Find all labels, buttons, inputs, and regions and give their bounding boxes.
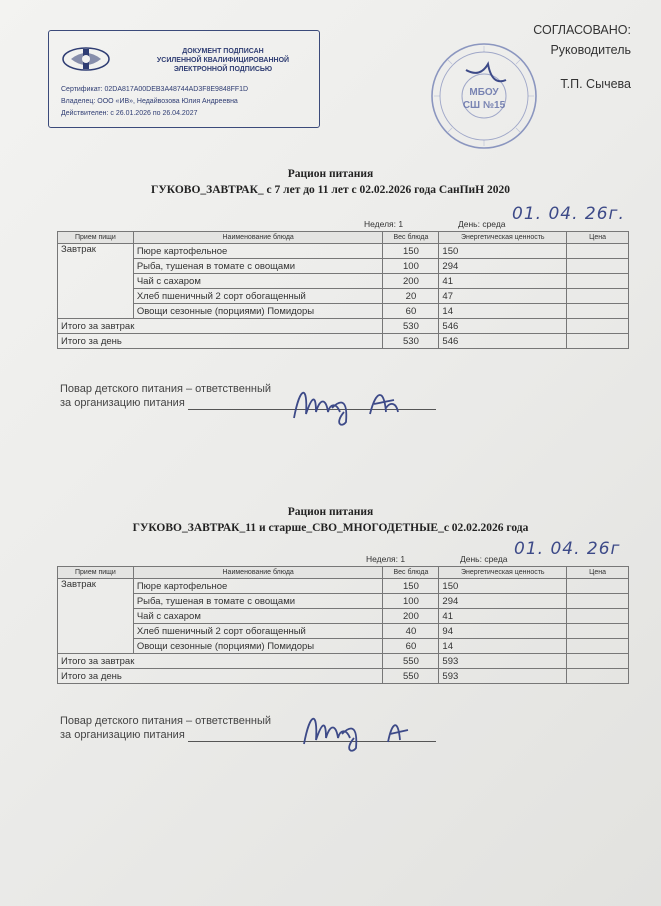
dish-cell: Чай с сахаром bbox=[133, 609, 383, 624]
handwritten-signature-icon bbox=[296, 704, 426, 754]
total-label: Итого за завтрак bbox=[58, 654, 383, 669]
stamp-details bbox=[61, 84, 248, 120]
dish-cell: Хлеб пшеничный 2 сорт обогащенный bbox=[133, 624, 383, 639]
dish-cell: Пюре картофельное bbox=[133, 579, 383, 594]
cook-line-1: Повар детского питания – ответственный bbox=[60, 715, 272, 727]
dish-cell: Хлеб пшеничный 2 сорт обогащенный bbox=[133, 289, 383, 304]
weight-cell: 200 bbox=[383, 609, 439, 624]
menu-subtitle: ГУКОВО_ЗАВТРАК_ с 7 лет до 11 лет с 02.02.2026 года СанПиН 2020 bbox=[151, 184, 510, 196]
total-energy: 546 bbox=[439, 319, 567, 334]
weight-cell: 60 bbox=[383, 639, 439, 654]
approval-position: Руководитель bbox=[550, 43, 631, 57]
week-label: Неделя: 1 bbox=[364, 219, 404, 229]
total-label: Итого за день bbox=[58, 334, 383, 349]
handwritten-date: 01. 04. 26г bbox=[514, 539, 621, 559]
weight-cell: 60 bbox=[383, 304, 439, 319]
emblem-logo-icon bbox=[61, 45, 111, 73]
price-cell bbox=[567, 624, 629, 639]
menu-subtitle: ГУКОВО_ЗАВТРАК_11 и старше_СВО_МНОГОДЕТНЫЕ_с 02.02.2026 года bbox=[132, 522, 529, 534]
energy-cell: 294 bbox=[439, 594, 567, 609]
certificate-number: Сертификат: 02DA817A00DEB3A48744AD3F8E9848FF1D bbox=[61, 86, 249, 93]
day-label: День: среда bbox=[458, 219, 506, 229]
menu-table bbox=[57, 231, 629, 349]
approval-block bbox=[533, 20, 631, 94]
handwritten-signature-icon bbox=[286, 378, 416, 428]
handwritten-date: 01. 04. 26г. bbox=[512, 204, 625, 224]
dish-cell: Овощи сезонные (порциями) Помидоры bbox=[133, 639, 383, 654]
total-weight: 550 bbox=[383, 654, 439, 669]
round-seal-icon bbox=[428, 40, 540, 152]
energy-cell: 150 bbox=[439, 244, 567, 259]
total-day-row bbox=[58, 669, 629, 684]
menu-heading: Рацион питания bbox=[287, 506, 374, 518]
table-row bbox=[58, 304, 629, 319]
price-cell bbox=[567, 639, 629, 654]
weight-cell: 20 bbox=[383, 289, 439, 304]
dish-cell: Рыба, тушеная в томате с овощами bbox=[133, 594, 383, 609]
column-header: Прием пищи bbox=[58, 567, 134, 579]
stamp-heading-line: УСИЛЕННОЙ КВАЛИФИЦИРОВАННОЙ bbox=[156, 57, 290, 64]
seal-center-text: МБОУ bbox=[469, 87, 499, 98]
approval-name: Т.П. Сычева bbox=[560, 77, 631, 91]
column-header: Энергетическая ценность bbox=[439, 567, 567, 579]
price-cell bbox=[567, 609, 629, 624]
price-cell bbox=[567, 259, 629, 274]
total-weight: 530 bbox=[383, 319, 439, 334]
energy-cell: 47 bbox=[439, 289, 567, 304]
column-header: Энергетическая ценность bbox=[439, 232, 567, 244]
price-cell bbox=[567, 304, 629, 319]
weight-cell: 200 bbox=[383, 274, 439, 289]
table-header-row bbox=[58, 232, 629, 244]
weight-cell: 40 bbox=[383, 624, 439, 639]
column-header: Прием пищи bbox=[58, 232, 134, 244]
price-cell bbox=[567, 669, 629, 684]
price-cell bbox=[567, 594, 629, 609]
total-energy: 546 bbox=[439, 334, 567, 349]
approval-label: СОГЛАСОВАНО: bbox=[533, 23, 631, 37]
table-row bbox=[58, 579, 629, 594]
dish-cell: Чай с сахаром bbox=[133, 274, 383, 289]
table-row bbox=[58, 274, 629, 289]
week-label: Неделя: 1 bbox=[366, 554, 406, 564]
menu-heading: Рацион питания bbox=[287, 168, 374, 180]
table-row bbox=[58, 244, 629, 259]
dish-cell: Пюре картофельное bbox=[133, 244, 383, 259]
certificate-owner: Владелец: ООО «ИВ», Недайвозова Юлия Андреевна bbox=[61, 98, 238, 105]
column-header: Цена bbox=[567, 567, 629, 579]
table-header-row bbox=[58, 567, 629, 579]
cook-line-1: Повар детского питания – ответственный bbox=[60, 383, 272, 395]
column-header: Вес блюда bbox=[383, 232, 439, 244]
stamp-heading-line: ЭЛЕКТРОННОЙ ПОДПИСЬЮ bbox=[173, 66, 273, 73]
total-label: Итого за завтрак bbox=[58, 319, 383, 334]
table-row bbox=[58, 609, 629, 624]
table-row bbox=[58, 259, 629, 274]
dish-cell: Рыба, тушеная в томате с овощами bbox=[133, 259, 383, 274]
energy-cell: 14 bbox=[439, 639, 567, 654]
energy-cell: 14 bbox=[439, 304, 567, 319]
total-weight: 550 bbox=[383, 669, 439, 684]
energy-cell: 41 bbox=[439, 609, 567, 624]
price-cell bbox=[567, 289, 629, 304]
column-header: Цена bbox=[567, 232, 629, 244]
total-label: Итого за день bbox=[58, 669, 383, 684]
electronic-signature-stamp bbox=[48, 30, 320, 128]
meal-cell: Завтрак bbox=[58, 244, 134, 319]
column-header: Наименование блюда bbox=[133, 567, 383, 579]
meal-cell: Завтрак bbox=[58, 579, 134, 654]
day-label: День: среда bbox=[460, 554, 508, 564]
cook-line-2: за организацию питания bbox=[60, 397, 185, 409]
energy-cell: 150 bbox=[439, 579, 567, 594]
energy-cell: 294 bbox=[439, 259, 567, 274]
weight-cell: 100 bbox=[383, 259, 439, 274]
menu-table bbox=[57, 566, 629, 684]
total-meal-row bbox=[58, 319, 629, 334]
total-weight: 530 bbox=[383, 334, 439, 349]
table-row bbox=[58, 639, 629, 654]
energy-cell: 41 bbox=[439, 274, 567, 289]
certificate-validity: Действителен: с 26.01.2026 по 26.04.2027 bbox=[61, 110, 198, 117]
total-meal-row bbox=[58, 654, 629, 669]
column-header: Вес блюда bbox=[383, 567, 439, 579]
total-energy: 593 bbox=[439, 654, 567, 669]
stamp-heading bbox=[135, 47, 311, 74]
table-row bbox=[58, 594, 629, 609]
column-header: Наименование блюда bbox=[133, 232, 383, 244]
table-row bbox=[58, 624, 629, 639]
price-cell bbox=[567, 244, 629, 259]
weight-cell: 150 bbox=[383, 579, 439, 594]
weight-cell: 100 bbox=[383, 594, 439, 609]
price-cell bbox=[567, 654, 629, 669]
total-energy: 593 bbox=[439, 669, 567, 684]
weight-cell: 150 bbox=[383, 244, 439, 259]
stamp-heading-line: ДОКУМЕНТ ПОДПИСАН bbox=[182, 48, 264, 55]
cook-line-2: за организацию питания bbox=[60, 729, 185, 741]
dish-cell: Овощи сезонные (порциями) Помидоры bbox=[133, 304, 383, 319]
table-row bbox=[58, 289, 629, 304]
seal-center-text: СШ №15 bbox=[462, 100, 506, 111]
price-cell bbox=[567, 319, 629, 334]
energy-cell: 94 bbox=[439, 624, 567, 639]
price-cell bbox=[567, 334, 629, 349]
price-cell bbox=[567, 274, 629, 289]
price-cell bbox=[567, 579, 629, 594]
total-day-row bbox=[58, 334, 629, 349]
